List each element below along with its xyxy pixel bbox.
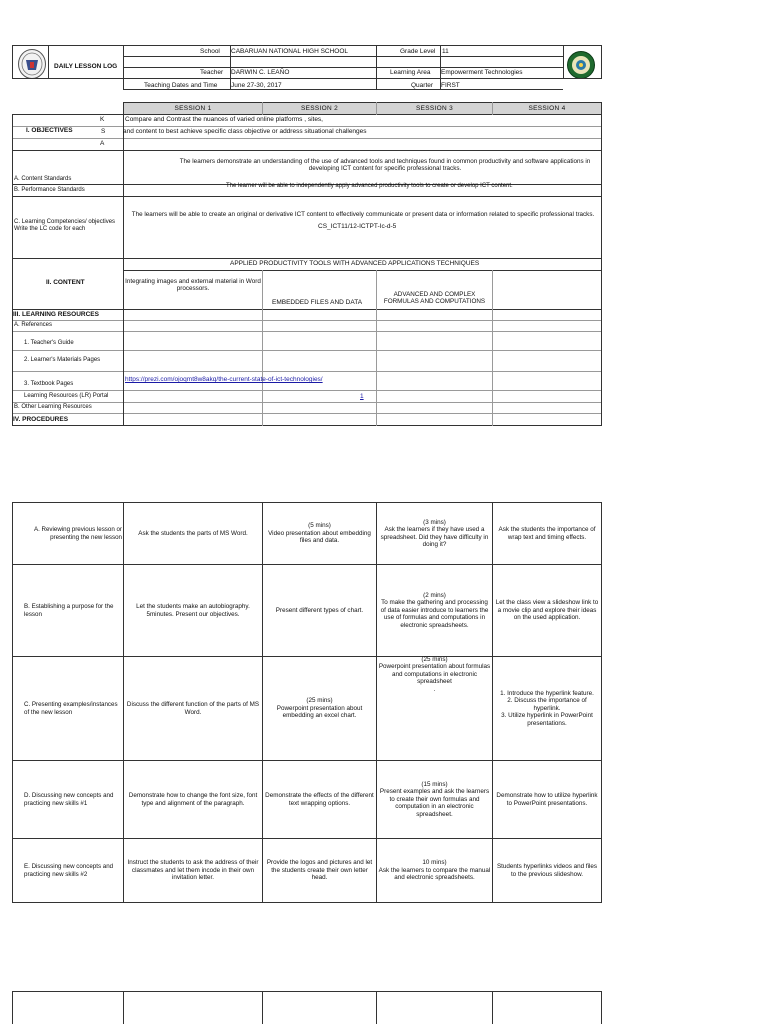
school-value: CABARUAN NATIONAL HIGH SCHOOL bbox=[231, 48, 349, 55]
ksa-a: A bbox=[100, 140, 105, 147]
dates-label: Teaching Dates and Time bbox=[144, 82, 218, 89]
other-resources-label: B. Other Learning Resources bbox=[14, 404, 92, 410]
content-standards-text: The learners demonstrate an understanding of the use of advanced tools and techniques found in common productivity and software applications in developing ICT content for specific professional tracks. bbox=[179, 157, 591, 172]
procedure-e-s2: Provide the logos and pictures and let the students create their own letter head. bbox=[266, 859, 373, 882]
procedure-d-s2: Demonstrate the effects of the different text wrapping options. bbox=[265, 792, 374, 807]
content-label: II. CONTENT bbox=[46, 279, 85, 286]
ksa-k: K bbox=[100, 116, 105, 123]
area-value: Empowerment Technologies bbox=[441, 69, 523, 76]
teacher-label: Teacher bbox=[200, 69, 224, 76]
procedure-c-s3: (25 mins) Powerpoint presentation about formulas and computations in electronic spreadsheet . bbox=[378, 656, 491, 693]
session-2-header: SESSION 2 bbox=[263, 103, 376, 114]
learners-materials-label: 2. Learner's Materials Pages bbox=[24, 357, 101, 363]
procedure-d-s3: (15 mins) Present examples and ask the learners to create their own formulas and computation in an electronic spreadsheet. bbox=[379, 780, 490, 818]
session-3-header: SESSION 3 bbox=[377, 103, 492, 114]
procedures-label: IV. PROCEDURES bbox=[13, 416, 69, 423]
objective-k-text: Compare and Contrast the nuances of varied online platforms , sites, bbox=[125, 116, 323, 123]
procedure-a-s2: (5 mins) Video presentation about embedding files and data. bbox=[268, 522, 371, 545]
procedure-c-s4: 1. Introduce the hyperlink feature. 2. Discuss the importance of hyperlink. 3. Utilize hyperlink in PowerPoint presentations. bbox=[500, 689, 594, 727]
procedure-e-label: E. Discussing new concepts and practicing new skills #2 bbox=[24, 863, 114, 878]
procedure-d-s4: Demonstrate how to utilize hyperlink to PowerPoint presentations. bbox=[496, 792, 598, 807]
grade-value: 11 bbox=[442, 48, 449, 55]
procedure-a-s1: Ask the students the parts of MS Word. bbox=[138, 529, 248, 537]
procedure-a-s4: Ask the students the importance of wrap text and timing effects. bbox=[498, 526, 596, 541]
teacher-value: DARWIN C. LEAÑO bbox=[231, 69, 290, 76]
procedure-b-s2: Present different types of chart. bbox=[275, 606, 364, 614]
procedure-b-label: B. Establishing a purpose for the lesson bbox=[24, 603, 114, 618]
dates-value: June 27-30, 2017 bbox=[231, 82, 282, 89]
procedure-a-s3: (3 mins) Ask the learners if they have used a spreadsheet. Did they have difficulty in doing it? bbox=[380, 518, 489, 548]
area-label: Learning Area bbox=[390, 69, 431, 76]
teachers-guide-label: 1. Teacher's Guide bbox=[24, 340, 74, 346]
procedure-c-s1: Discuss the different function of the parts of MS Word. bbox=[126, 701, 260, 716]
school-seal-icon bbox=[566, 50, 596, 80]
quarter-label: Quarter bbox=[411, 82, 434, 89]
objective-s-text: and content to best achieve specific class objective or address situational challenges bbox=[123, 128, 367, 135]
procedure-b-s4: Let the class view a slideshow link to a movie clip and explore their ideas on the used application. bbox=[495, 599, 599, 622]
content-session-1: Integrating images and external material in Word processors. bbox=[125, 278, 261, 292]
competencies-code: CS_ICT11/12-ICTPT-Ic-d-5 bbox=[318, 223, 397, 230]
procedure-b-s1: Let the students make an autobiography. 5minutes. Present our objectives. bbox=[136, 603, 250, 618]
textbook-link[interactable]: https://prezi.com/ojoqmt8w8akq/the-current-state-of-ict-technologies/ bbox=[125, 376, 323, 383]
procedure-e-s1: Instruct the students to ask the address of their classmates and let them incode in their own invitation letter. bbox=[127, 859, 259, 882]
learning-resources-label: III. LEARNING RESOURCES bbox=[13, 311, 99, 318]
procedure-c-s2: (25 mins) Powerpoint presentation about embedding an excel chart. bbox=[276, 697, 363, 720]
procedure-c-label: C. Presenting examples/instances of the new lesson bbox=[24, 701, 118, 716]
ksa-s: S bbox=[101, 128, 106, 135]
content-session-3: ADVANCED AND COMPLEX FORMULAS AND COMPUTATIONS bbox=[383, 290, 486, 305]
textbook-pages-label: 3. Textbook Pages bbox=[24, 381, 74, 387]
performance-standards-text: The learner will be able to independently apply advanced productivity tools to create or develop ICT content. bbox=[226, 183, 513, 189]
performance-standards-label: B. Performance Standards bbox=[14, 187, 85, 193]
lr-portal-label: Learning Resources (LR) Portal bbox=[24, 393, 109, 399]
school-label: School bbox=[200, 48, 220, 55]
procedure-d-label: D. Discussing new concepts and practicing new skills #1 bbox=[24, 792, 114, 807]
procedure-d-s1: Demonstrate how to change the font size, font type and alignment of the paragraph. bbox=[128, 792, 258, 807]
log-title: DAILY LESSON LOG bbox=[54, 63, 118, 70]
content-standards-label: A. Content Standards bbox=[14, 176, 72, 182]
content-session-2: EMBEDDED FILES AND DATA bbox=[272, 299, 363, 306]
deped-seal-icon bbox=[17, 48, 47, 80]
procedure-a-label: A. Reviewing previous lesson or presenting the new lesson bbox=[33, 526, 122, 541]
quarter-value: FIRST bbox=[441, 82, 460, 89]
procedure-e-s3: 10 mins) Ask the learners to compare the manual and electronic spreadsheets. bbox=[378, 859, 491, 882]
grade-label: Grade Level bbox=[400, 48, 436, 55]
session-1-header: SESSION 1 bbox=[124, 103, 262, 114]
references-label: A. References bbox=[14, 322, 53, 328]
competencies-text: The learners will be able to create an original or derivative ICT content to effectively communicate or present data or information related to specific professional tracks. bbox=[131, 211, 595, 219]
procedure-b-s3: (2 mins) To make the gathering and processing of data easier introduce to learners the use of formulas and computations in electronic spreadsheets. bbox=[380, 591, 489, 629]
procedure-e-s4: Students hyperlinks videos and files to the previous slideshow. bbox=[496, 863, 598, 878]
lr-portal-link[interactable]: 1 bbox=[360, 393, 364, 400]
session-4-header: SESSION 4 bbox=[493, 103, 601, 114]
competencies-label: C. Learning Competencies/ objectives Write the LC code for each bbox=[14, 218, 116, 232]
content-banner: APPLIED PRODUCTIVITY TOOLS WITH ADVANCED APPLICATIONS TECHNIQUES bbox=[230, 260, 480, 267]
objectives-label: I. OBJECTIVES bbox=[26, 127, 73, 134]
